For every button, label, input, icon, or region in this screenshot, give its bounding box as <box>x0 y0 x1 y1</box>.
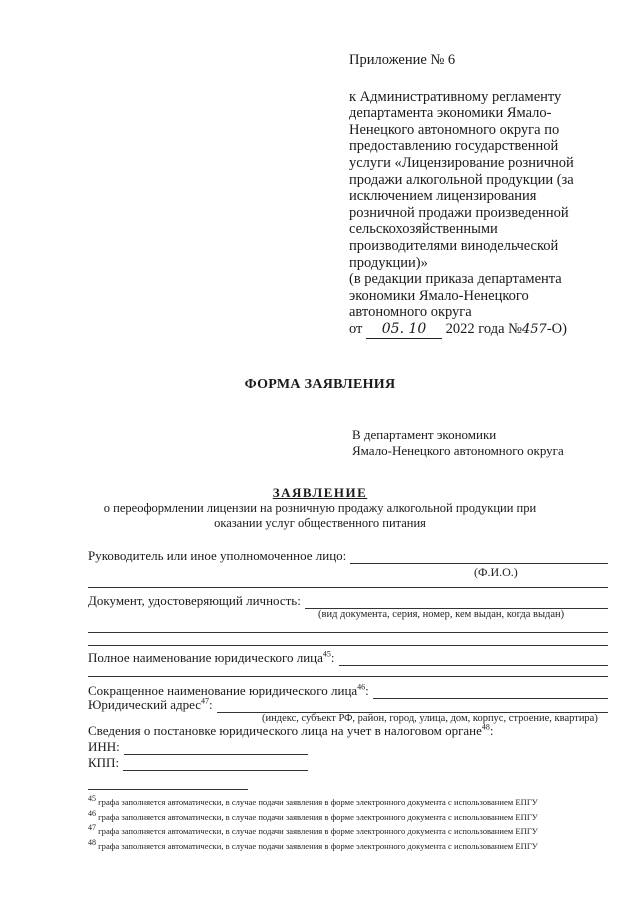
appendix-order-line <box>349 321 599 339</box>
kpp-field <box>88 755 308 771</box>
id-document-input-line[interactable] <box>305 596 608 609</box>
appendix-edition: (в редакции приказа департамента экономики Ямало-Ненецкого автономного округа <box>349 271 562 321</box>
kpp-label: КПП: <box>88 755 120 770</box>
legal-address-field <box>88 697 608 713</box>
form-title: ФОРМА ЗАЯВЛЕНИЯ <box>244 377 396 392</box>
order-year: 2022 года № <box>445 320 522 337</box>
head-person-hint: (Ф.И.О.) <box>474 565 518 579</box>
kpp-input-line[interactable] <box>123 758 308 771</box>
head-person-extra-line[interactable] <box>88 587 608 588</box>
document-subtitle: о переоформлении лицензии на розничную продажу алкогольной продукции при оказании услуг общественного питания <box>103 501 537 530</box>
full-name-extra-line[interactable] <box>88 676 608 677</box>
inn-label: ИНН: <box>88 739 120 754</box>
appendix-title: Приложение № 6 <box>349 52 456 68</box>
footnote-47: $^{47}$ графа заполняется автоматически, в случае подачи заявления в форме электронного документа с использованием ЕПГУ <box>88 823 538 836</box>
head-person-label: Руководитель или иное уполномоченное лицо: <box>88 548 347 563</box>
addressee <box>352 427 564 459</box>
order-number-handwritten: 457 <box>521 321 547 337</box>
head-person-input-line[interactable] <box>350 551 608 564</box>
tax-registration-heading: Сведения о постановке юридического лица на учет в налоговом органе$^{48}$: <box>88 722 494 738</box>
document-heading: ЗАЯВЛЕНИЕ <box>272 485 368 500</box>
id-document-label: Документ, удостоверяющий личность: <box>88 593 301 608</box>
id-document-hint: (вид документа, серия, номер, кем выдан, когда выдан) <box>318 609 565 620</box>
addressee-line-2: Ямало-Ненецкого автономного округа <box>352 443 564 458</box>
tax-registration-label: Сведения о постановке юридического лица на учет в налоговом органе <box>88 723 482 738</box>
id-document-extra-line-1[interactable] <box>88 632 608 633</box>
footnotes <box>88 795 608 853</box>
appendix-block <box>349 52 599 339</box>
addressee-line-1: В департамент экономики <box>352 427 497 442</box>
legal-address-label: Юридический адрес$^{47}$: <box>88 696 213 712</box>
full-name-label: Полное наименование юридического лица$^{45}$: <box>88 649 335 665</box>
full-name-footnote-ref: 45 <box>322 649 331 659</box>
footnote-45: $^{45}$ графа заполняется автоматически, в случае подачи заявления в форме электронного документа с использованием ЕПГУ <box>88 794 538 807</box>
footnote-46: $^{46}$ графа заполняется автоматически, в случае подачи заявления в форме электронного документа с использованием ЕПГУ <box>88 808 538 822</box>
footnote-separator <box>88 789 248 790</box>
tax-registration-footnote-ref: 48 <box>481 722 490 732</box>
order-prefix: от <box>349 320 363 337</box>
order-date-handwritten: 05. 10 <box>366 321 442 339</box>
inn-field <box>88 739 308 755</box>
footnote-48: $^{48}$ графа заполняется автоматически, в случае подачи заявления в форме электронного документа с использованием ЕПГУ <box>88 837 538 851</box>
full-name-input-line[interactable] <box>339 653 608 666</box>
legal-address-footnote-ref: 47 <box>201 696 210 706</box>
inn-input-line[interactable] <box>124 742 308 755</box>
order-suffix: -О) <box>546 320 567 337</box>
id-document-extra-line-2[interactable] <box>88 645 608 646</box>
short-name-footnote-ref: 46 <box>357 682 366 692</box>
appendix-regulation: к Административному регламенту департамента экономики Ямало-Ненецкого автономного округа по предоставлению государственной услуги «Лицензирование розничной продажи алкогольной продукции (за исключением лицензирования розничной продажи произведенной сельскохозяйственными производителями винодельческой продукции)» <box>349 88 574 271</box>
head-person-field <box>88 548 608 564</box>
id-document-field <box>88 593 608 609</box>
short-name-label: Сокращенное наименование юридического лица$^{46}$: <box>88 682 369 698</box>
legal-address-hint: (индекс, субъект РФ, район, город, улица, дом, корпус, строение, квартира) <box>262 713 598 724</box>
legal-address-input-line[interactable] <box>217 700 608 713</box>
full-name-field <box>88 650 608 666</box>
